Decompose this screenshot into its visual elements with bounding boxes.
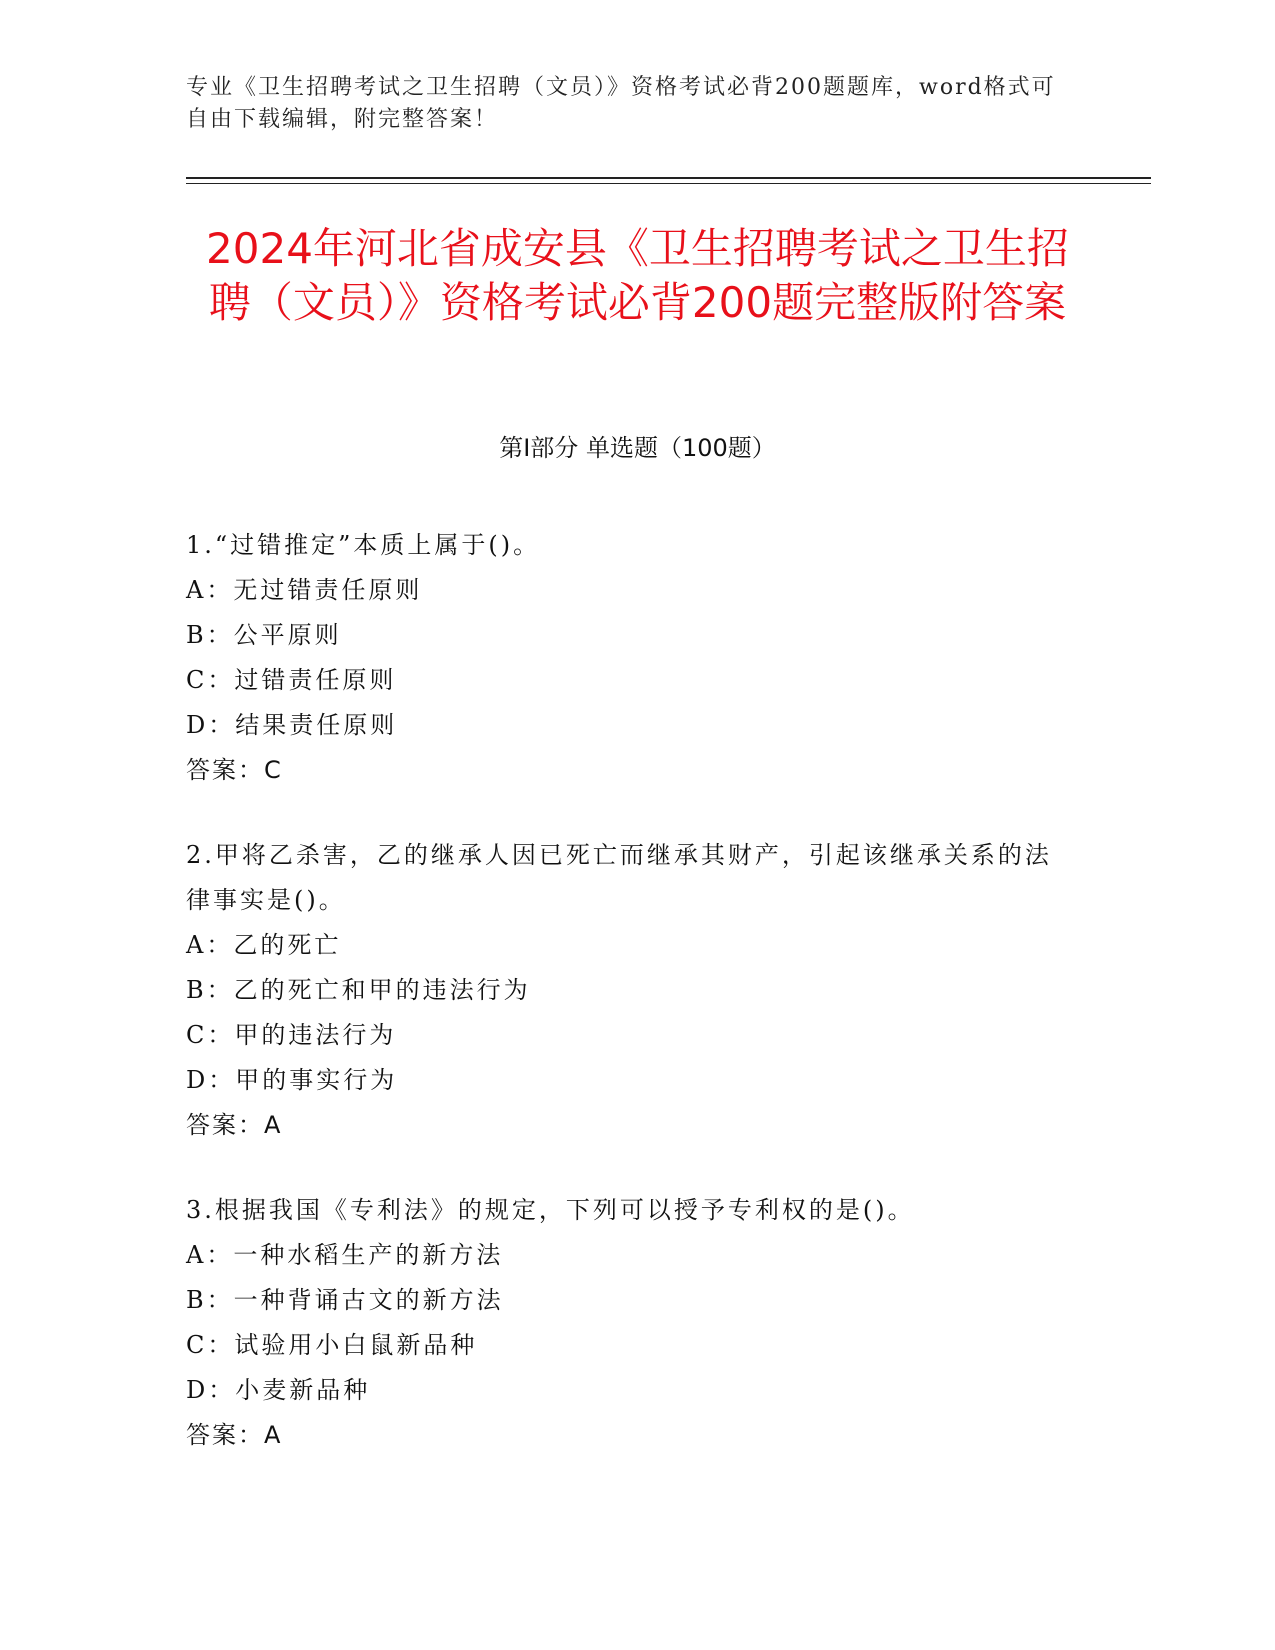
option-b: B：一种背诵古文的新方法 <box>186 1286 504 1314</box>
option-d: D：小麦新品种 <box>186 1376 371 1404</box>
option-b: B：公平原则 <box>186 621 342 649</box>
option-d: D：甲的事实行为 <box>186 1066 398 1094</box>
header-rule-thick <box>186 177 1151 179</box>
answer: 答案：A <box>186 1421 283 1449</box>
option-a: A：一种水稻生产的新方法 <box>186 1241 504 1269</box>
option-d: D：结果责任原则 <box>186 711 398 739</box>
document-title: 2024年河北省成安县《卫生招聘考试之卫生招聘（文员）》资格考试必背200题完整版附答案 <box>206 224 1069 327</box>
answer: 答案：C <box>186 756 283 784</box>
option-c: C：甲的违法行为 <box>186 1021 397 1049</box>
option-a: A：乙的死亡 <box>186 931 342 959</box>
question-stem: 2.甲将乙杀害，乙的继承人因已死亡而继承其财产，引起该继承关系的法律事实是()。 <box>186 841 1052 914</box>
question-list <box>186 523 1066 1498</box>
option-b: B：乙的死亡和甲的违法行为 <box>186 976 531 1004</box>
question-3 <box>186 1188 1066 1458</box>
question-1 <box>186 523 1066 793</box>
section-heading: 第Ⅰ部分 单选题（100题） <box>499 434 776 462</box>
option-c: C：过错责任原则 <box>186 666 397 694</box>
option-c: C：试验用小白鼠新品种 <box>186 1331 478 1359</box>
answer: 答案：A <box>186 1111 283 1139</box>
header-note: 专业《卫生招聘考试之卫生招聘（文员）》资格考试必背200题题库，word格式可自由下载编辑，附完整答案！ <box>186 75 1056 132</box>
question-stem: 1.“过错推定”本质上属于()。 <box>186 531 541 559</box>
question-stem: 3.根据我国《专利法》的规定，下列可以授予专利权的是()。 <box>186 1196 915 1224</box>
header-rule-thin <box>186 183 1151 184</box>
option-a: A：无过错责任原则 <box>186 576 423 604</box>
question-2 <box>186 833 1066 1148</box>
